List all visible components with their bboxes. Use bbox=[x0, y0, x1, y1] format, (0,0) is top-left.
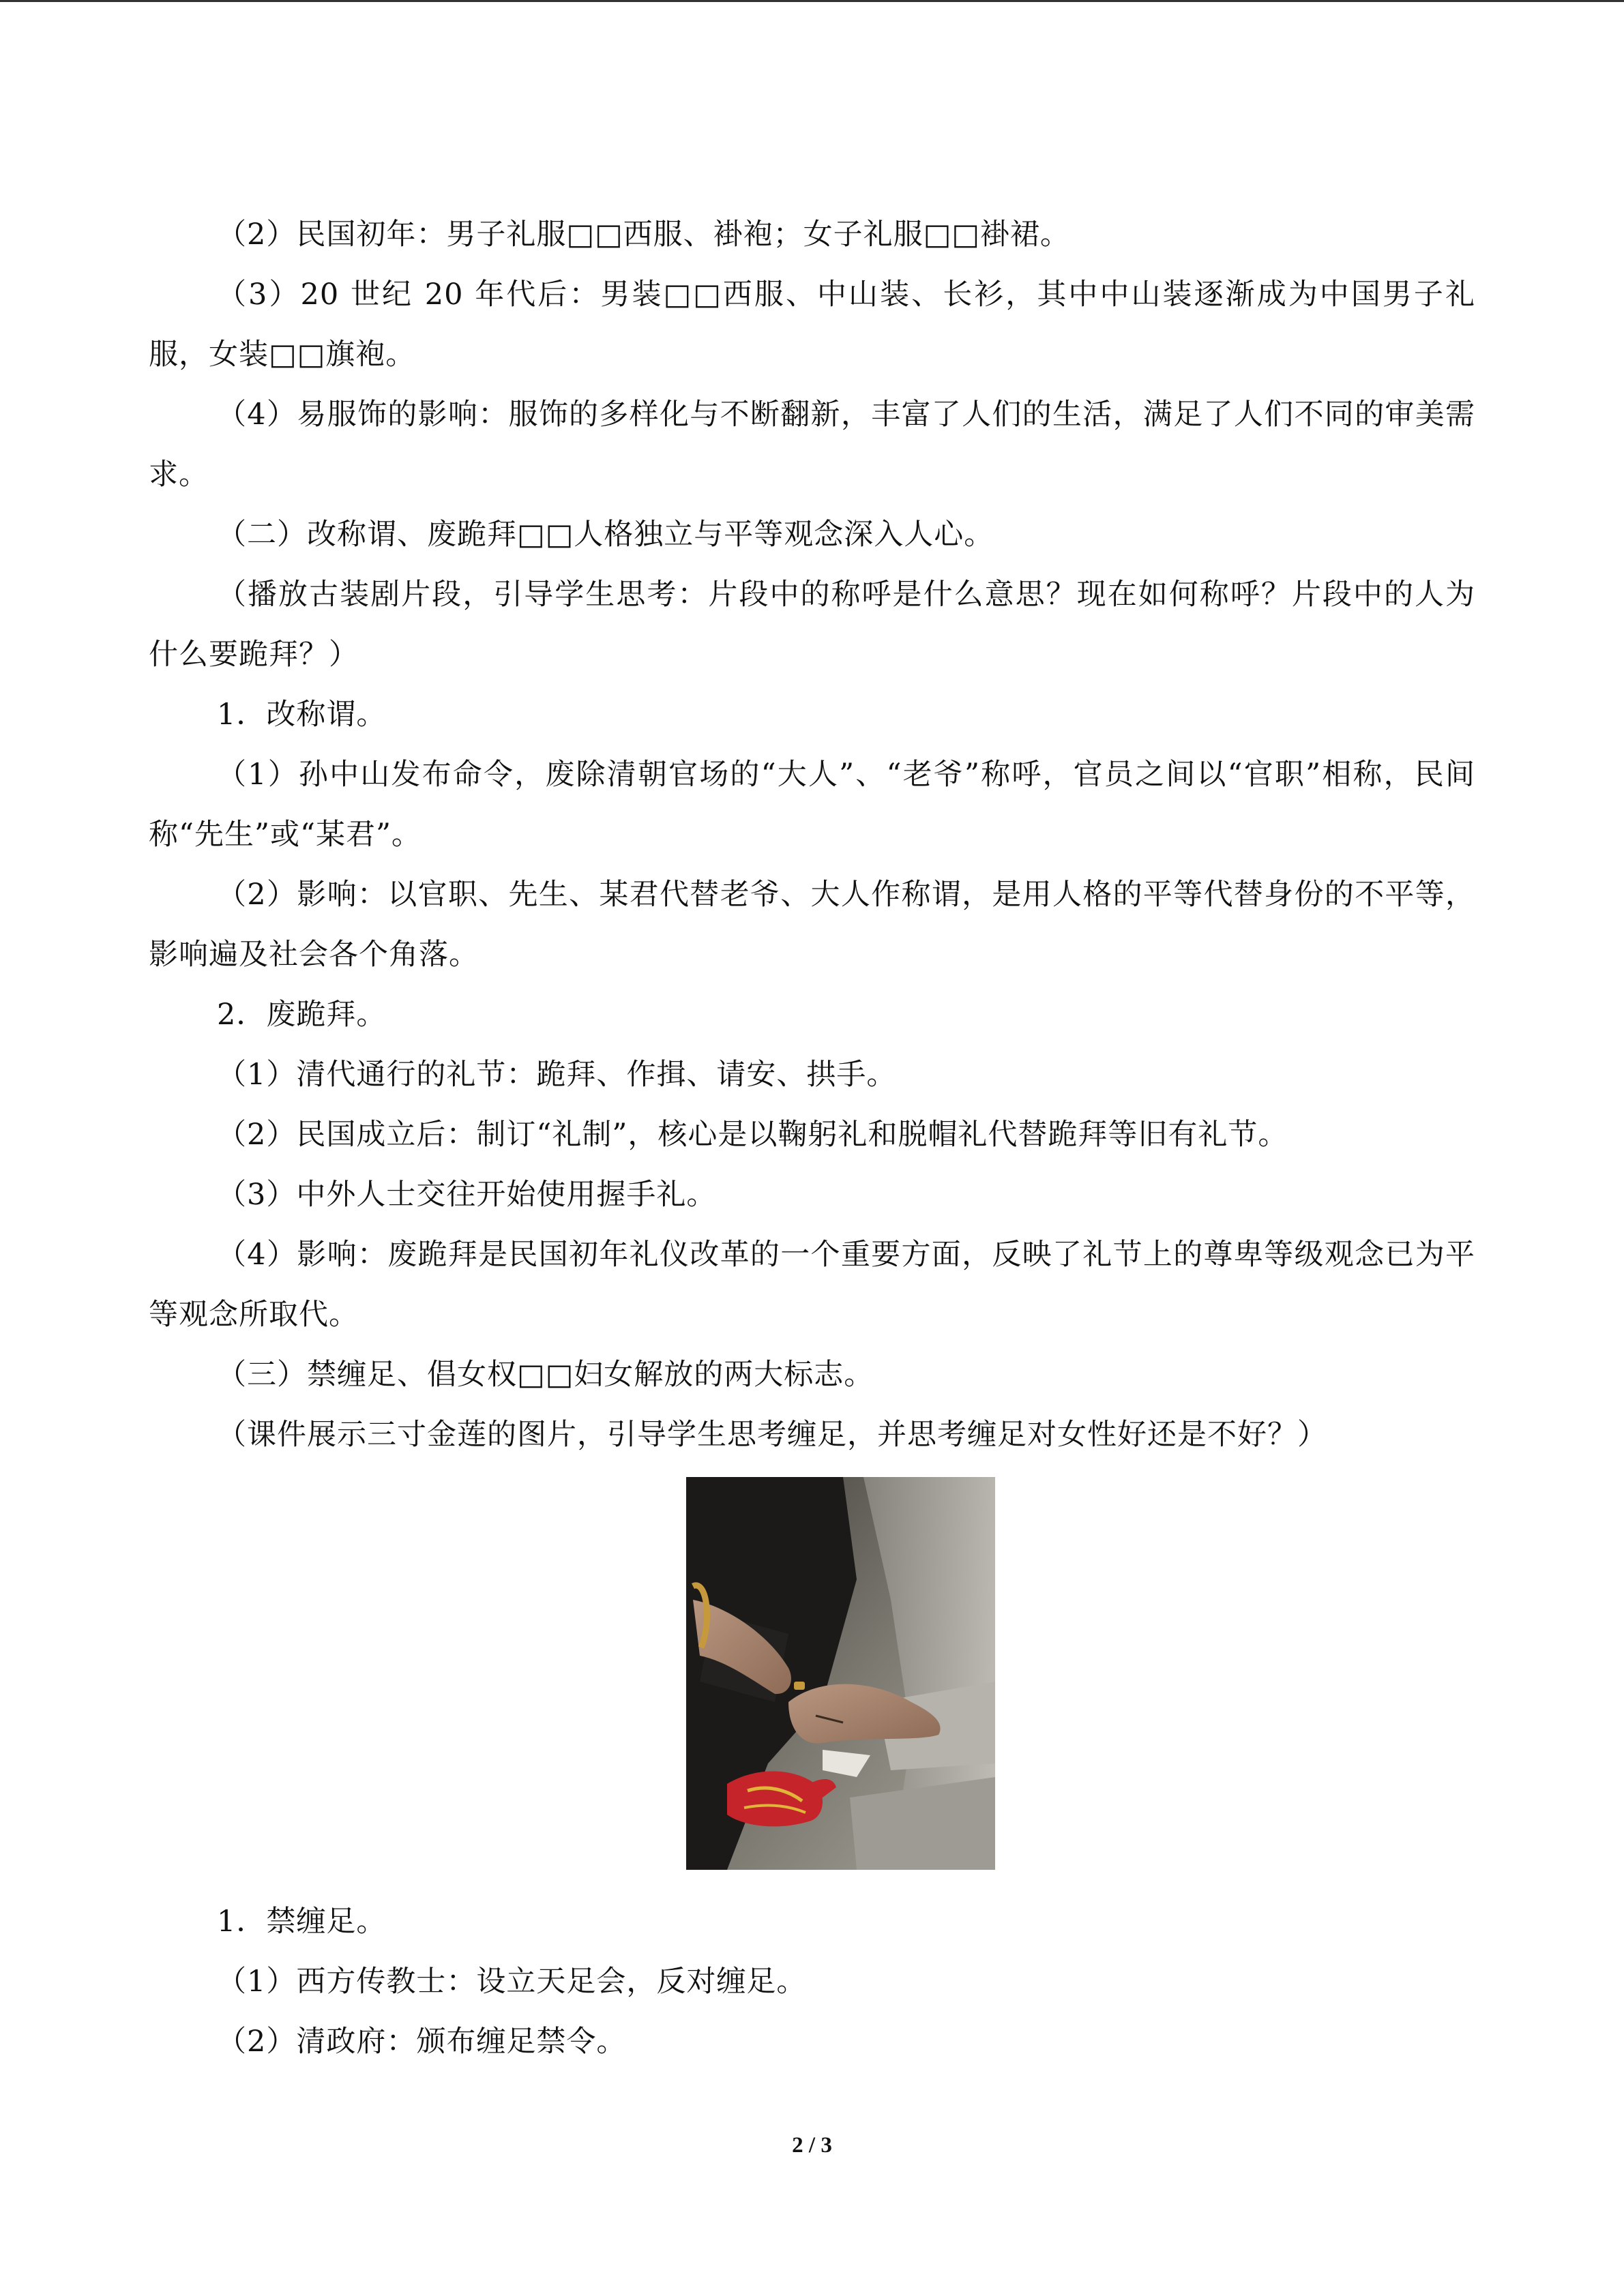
subsection-heading: 1．改称谓。 bbox=[217, 698, 387, 732]
paragraph: （4）易服饰的影响：服饰的多样化与不断翻新，丰富了人们的生活，满足了人们不同的审美需求。 bbox=[149, 398, 1475, 492]
paragraph: （1）清代通行的礼节：跪拜、作揖、请安、拱手。 bbox=[217, 1058, 897, 1092]
top-border bbox=[0, 0, 1624, 2]
page-number: 2 / 3 bbox=[792, 2133, 832, 2158]
paragraph: （1）孙中山发布命令，废除清朝官场的“大人”、“老爷”称呼，官员之间以“官职”相称，民间称“先生”或“某君”。 bbox=[149, 758, 1475, 852]
paragraph: （课件展示三寸金莲的图片，引导学生思考缠足，并思考缠足对女性好还是不好？） bbox=[217, 1418, 1327, 1452]
section-heading: （二）改称谓、废跪拜□□人格独立与平等观念深入人心。 bbox=[217, 518, 994, 552]
paragraph: （3）20 世纪 20 年代后：男装□□西服、中山装、长衫，其中中山装逐渐成为中国男子礼服，女装□□旗袍。 bbox=[149, 278, 1475, 372]
figure bbox=[149, 1469, 1475, 1892]
paragraph: （播放古装剧片段，引导学生思考：片段中的称呼是什么意思？现在如何称呼？片段中的人为什么要跪拜？） bbox=[149, 578, 1475, 672]
paragraph: （3）中外人士交往开始使用握手礼。 bbox=[217, 1178, 717, 1212]
paragraph: （1）西方传教士：设立天足会，反对缠足。 bbox=[217, 1965, 807, 1999]
paragraph: （2）影响：以官职、先生、某君代替老爷、大人作称谓，是用人格的平等代替身份的不平等，影响遍及社会各个角落。 bbox=[149, 878, 1475, 972]
subsection-heading: 1．禁缠足。 bbox=[217, 1905, 387, 1939]
paragraph: （2）清政府：颁布缠足禁令。 bbox=[217, 2025, 627, 2059]
document-body bbox=[149, 205, 1475, 2072]
subsection-heading: 2．废跪拜。 bbox=[217, 998, 387, 1032]
paragraph: （4）影响：废跪拜是民国初年礼仪改革的一个重要方面，反映了礼节上的尊卑等级观念已为平等观念所取代。 bbox=[149, 1238, 1475, 1332]
bound-foot-photo bbox=[686, 1477, 995, 1870]
section-heading: （三）禁缠足、倡女权□□妇女解放的两大标志。 bbox=[217, 1358, 874, 1392]
paragraph: （2）民国成立后：制订“礼制”，核心是以鞠躬礼和脱帽礼代替跪拜等旧有礼节。 bbox=[217, 1118, 1288, 1152]
paragraph: （2）民国初年：男子礼服□□西服、褂袍；女子礼服□□褂裙。 bbox=[217, 218, 1070, 252]
